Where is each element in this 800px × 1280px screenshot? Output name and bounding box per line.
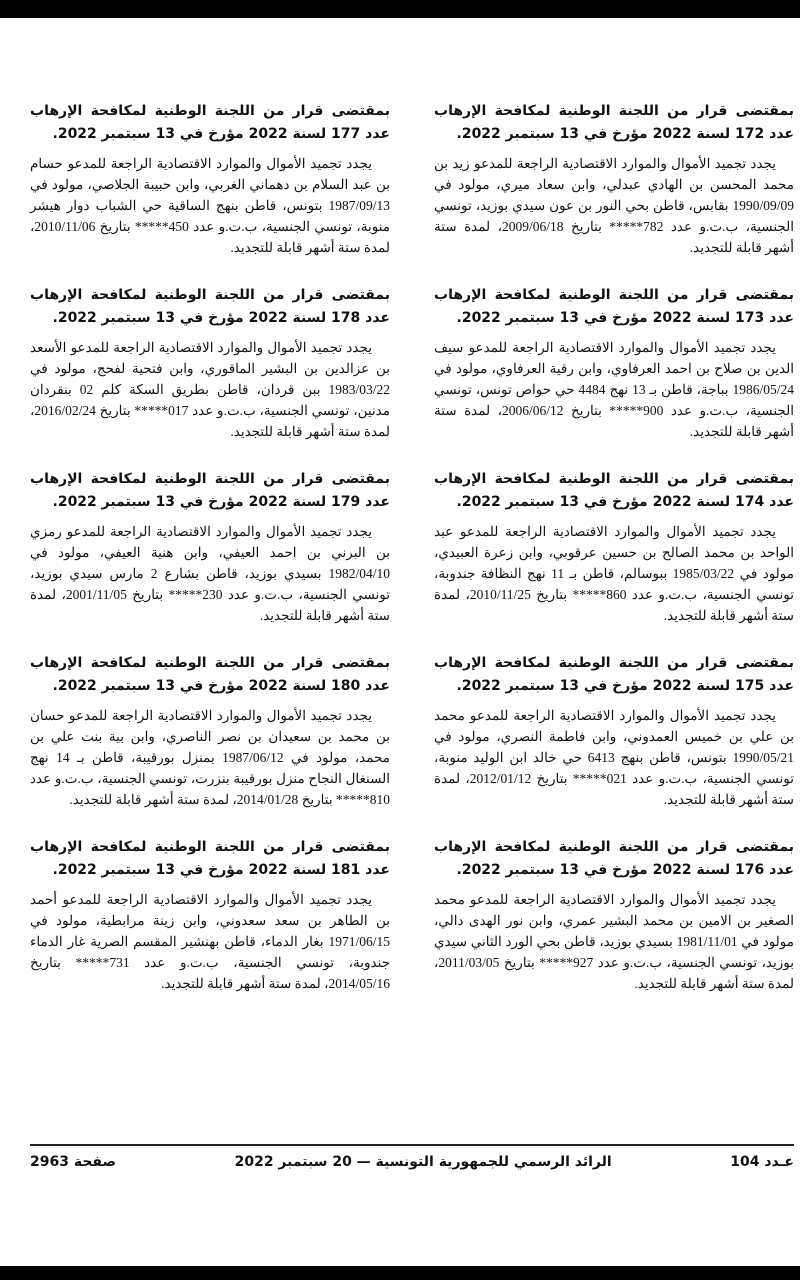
decree-entry-177 <box>30 100 390 258</box>
decree-body: يجدد تجميد الأموال والموارد الاقتصادية الراجعة للمدعو عبد الواحد بن محمد الصالح بن حسين عرقوبي، وابن زعرة العبيدي، مولود في 1985/03/22 ببوسالم، قاطن بـ 11 نهج النظافة جندوبة، تونسي الجنسية، ب.ت.و عدد 860***** بتاريخ 2010/11/25، لمدة ستة أشهر قابلة للتجديد. <box>434 524 794 623</box>
decree-entry-179 <box>30 468 390 626</box>
decree-entry-174 <box>434 468 794 626</box>
decree-title: بمقتضى قرار من اللجنة الوطنية لمكافحة الإرهاب عدد 175 لسنة 2022 مؤرخ في 13 سبتمبر 2022. <box>434 655 794 694</box>
top-black-border <box>0 0 800 18</box>
decree-title: بمقتضى قرار من اللجنة الوطنية لمكافحة الإرهاب عدد 178 لسنة 2022 مؤرخ في 13 سبتمبر 2022. <box>30 287 390 326</box>
decree-body: يجدد تجميد الأموال والموارد الاقتصادية الراجعة للمدعو حسام بن عبد السلام بن دهماني الغربي، وابن حبيبة الجلاصي، مولود في 1987/09/13 بتونس، قاطن بنهج الساقية حي الشباب دوار هيشر منوبة، تونسي الجنسية، ب.ت.و عدد 450***** بتاريخ 2010/11/06، لمدة ستة أشهر قابلة للتجديد. <box>30 156 390 255</box>
decree-body: يجدد تجميد الأموال والموارد الاقتصادية الراجعة للمدعو أحمد بن الطاهر بن سعد سعدوني، وابن زينة مرابطية، مولود في 1971/06/15 بغار الدماء، قاطن بهنشير المقسم الصرية غار الدماء جندوبة، تونسي الجنسية، ب.ت.و عدد 731***** بتاريخ 2014/05/16، لمدة ستة أشهر قابلة للتجديد. <box>30 892 391 991</box>
decree-title: بمقتضى قرار من اللجنة الوطنية لمكافحة الإرهاب عدد 180 لسنة 2022 مؤرخ في 13 سبتمبر 2022. <box>30 655 390 694</box>
decree-body: يجدد تجميد الأموال والموارد الاقتصادية الراجعة للمدعو محمد الصغير بن الامين بن محمد البشير عمري، وابن نور الهدى دالي، مولود في 1981/11/01 بسيدي بوزيد، قاطن بحي الورد الثاني سيدي بوزيد، تونسي الجنسية، ب.ت.و عدد 927***** بتاريخ 2011/03/05، لمدة ستة أشهر قابلة للتجديد. <box>434 892 795 991</box>
decree-body: يجدد تجميد الأموال والموارد الاقتصادية الراجعة للمدعو سيف الدين بن صلاح بن احمد العرفاوي، وابن رقية العرفاوي، مولود في 1986/05/24 بباجة، قاطن بـ 13 نهج 4484 حي حواص تونس، تونسي الجنسية، ب.ت.و عدد 900***** بتاريخ 2006/06/12، لمدة ستة أشهر قابلة للتجديد. <box>434 340 794 439</box>
decree-title: بمقتضى قرار من اللجنة الوطنية لمكافحة الإرهاب عدد 172 لسنة 2022 مؤرخ في 13 سبتمبر 2022. <box>434 103 794 142</box>
decree-title: بمقتضى قرار من اللجنة الوطنية لمكافحة الإرهاب عدد 176 لسنة 2022 مؤرخ في 13 سبتمبر 2022. <box>434 839 794 878</box>
decree-title: بمقتضى قرار من اللجنة الوطنية لمكافحة الإرهاب عدد 179 لسنة 2022 مؤرخ في 13 سبتمبر 2022. <box>30 471 390 510</box>
decree-title: بمقتضى قرار من اللجنة الوطنية لمكافحة الإرهاب عدد 177 لسنة 2022 مؤرخ في 13 سبتمبر 2022. <box>30 103 390 142</box>
two-column-layout <box>30 100 794 1020</box>
decree-body: يجدد تجميد الأموال والموارد الاقتصادية الراجعة للمدعو حسان بن محمد بن سعيدان بن نصر الناصري، وابن بية بنت علي بن محمد، مولود في 1987/06/12 بمنزل بورقيبة، قاطن بـ 14 نهج السنغال النجاح منزل بورقيبة بنزرت، تونسي الجنسية، ب.ت.و عدد 810***** بتاريخ 2014/01/28، لمدة ستة أشهر قابلة للتجديد. <box>30 708 390 807</box>
right-column <box>434 100 794 1020</box>
left-column <box>30 100 390 1020</box>
decree-entry-180 <box>30 652 390 810</box>
decree-entry-176 <box>434 836 794 994</box>
document-page <box>30 100 794 1160</box>
decree-entry-173 <box>434 284 794 442</box>
decree-body: يجدد تجميد الأموال والموارد الاقتصادية الراجعة للمدعو الأسعد بن عزالدين بن البشير الماقوري، وابن فتحية لفحج، مولود في 1983/03/22 ببن قردان، قاطن بطريق السكة كلم 02 بنقردان مدنين، تونسي الجنسية، ب.ت.و عدد 017***** بتاريخ 2016/02/24، لمدة ستة أشهر قابلة للتجديد. <box>30 340 390 439</box>
decree-body: يجدد تجميد الأموال والموارد الاقتصادية الراجعة للمدعو محمد بن علي بن خميس العمدوني، وابن فاطمة النصري، مولود في 1990/05/21 بتونس، قاطن بنهج 6413 حي خالد ابن الوليد منوبة، تونسي الجنسية، ب.ت.و عدد 021***** بتاريخ 2012/01/12، لمدة ستة أشهر قابلة للتجديد. <box>434 708 795 807</box>
bottom-black-border <box>0 1266 800 1280</box>
decree-entry-181 <box>30 836 390 994</box>
decree-title: بمقتضى قرار من اللجنة الوطنية لمكافحة الإرهاب عدد 173 لسنة 2022 مؤرخ في 13 سبتمبر 2022. <box>434 287 794 326</box>
decree-entry-172 <box>434 100 794 258</box>
decree-body: يجدد تجميد الأموال والموارد الاقتصادية الراجعة للمدعو زيد بن محمد المحسن بن الهادي عبدلي، وابن سعاد ميري، مولود في 1990/09/09 بقابس، قاطن بحي النور بن عون سيدي بوزيد، تونسي الجنسية، ب.ت.و عدد 782***** بتاريخ 2009/06/18، لمدة ستة أشهر قابلة للتجديد. <box>434 156 794 255</box>
decree-entry-175 <box>434 652 794 810</box>
page-number: صفحة 2963 <box>30 1154 117 1170</box>
page-footer <box>30 1144 794 1170</box>
decree-title: بمقتضى قرار من اللجنة الوطنية لمكافحة الإرهاب عدد 181 لسنة 2022 مؤرخ في 13 سبتمبر 2022. <box>30 839 390 878</box>
decree-body: يجدد تجميد الأموال والموارد الاقتصادية الراجعة للمدعو رمزي بن البرني بن احمد العيفي، وابن هنية العيفي، مولود في 1982/04/10 بسيدي بوزيد، قاطن بشارع 2 مارس سيدي بوزيد، تونسي الجنسية، ب.ت.و عدد 230***** بتاريخ 2001/11/05، لمدة ستة أشهر قابلة للتجديد. <box>30 524 390 623</box>
issue-number: عـدد 104 <box>730 1154 794 1170</box>
decree-entry-178 <box>30 284 390 442</box>
decree-title: بمقتضى قرار من اللجنة الوطنية لمكافحة الإرهاب عدد 174 لسنة 2022 مؤرخ في 13 سبتمبر 2022. <box>434 471 794 510</box>
journal-title-date: الرائد الرسمي للجمهورية التونسية — 20 سبتمبر 2022 <box>234 1154 612 1170</box>
